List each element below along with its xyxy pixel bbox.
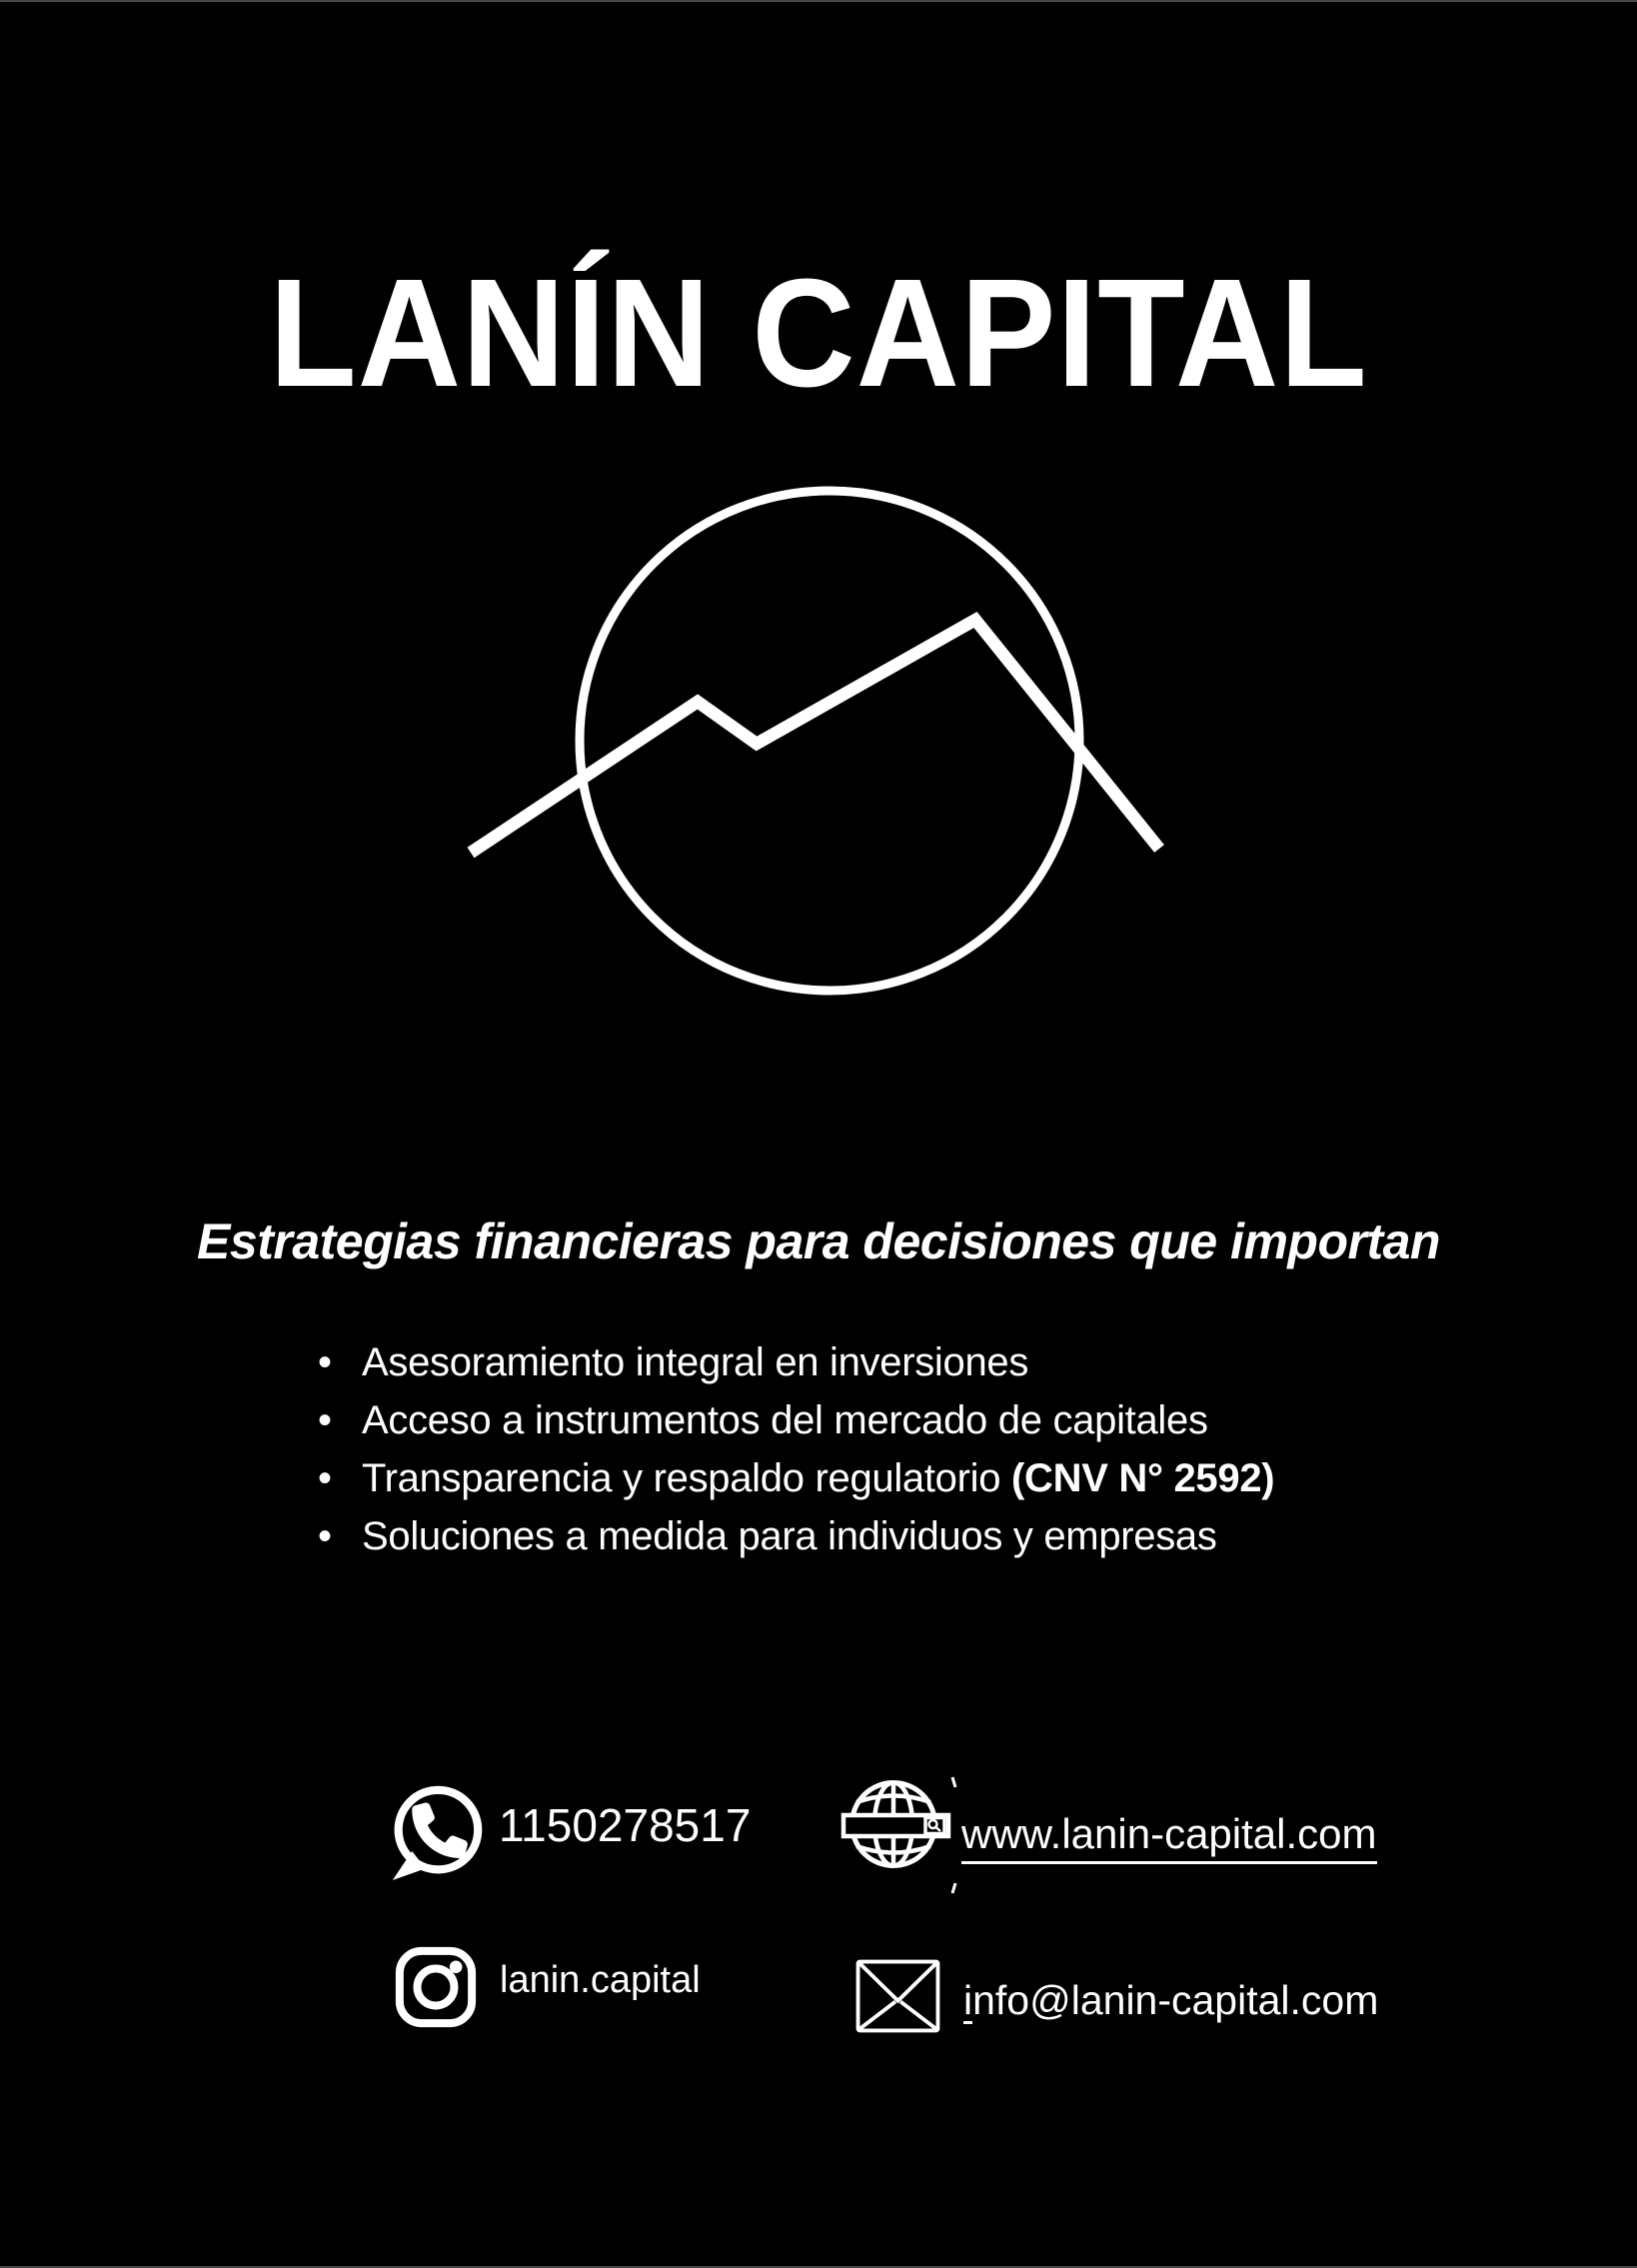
list-item-bold-text: (CNV N° 2592) xyxy=(1011,1456,1275,1500)
bullet-dot: • xyxy=(318,1514,332,1558)
whatsapp-bubble xyxy=(399,1790,479,1870)
list-item xyxy=(318,1333,1274,1391)
bullet-dot: • xyxy=(318,1398,332,1442)
list-item-text: Soluciones a medida para individuos y empresas xyxy=(362,1514,1217,1558)
instagram-lens xyxy=(418,1969,455,2006)
logo-circle xyxy=(580,491,1079,991)
list-item-text: Asesoramiento integral en inversiones xyxy=(362,1340,1029,1384)
email-address-initial: i xyxy=(963,1977,973,2023)
tick-mark-top xyxy=(952,1777,955,1787)
tick-mark-bottom xyxy=(952,1883,955,1893)
globe-search-icon xyxy=(839,1747,959,1897)
whatsapp-icon xyxy=(388,1784,485,1883)
website-link[interactable]: www.lanin-capital.com xyxy=(961,1811,1377,1864)
brand-title: LANÍN CAPITAL xyxy=(269,247,1368,419)
instagram-flash-dot xyxy=(450,1961,463,1974)
phone-number: 1150278517 xyxy=(499,1799,752,1851)
list-item-text: Transparencia y respaldo regulatorio xyxy=(362,1456,1011,1500)
instagram-handle: lanin.capital xyxy=(500,1959,701,2001)
bullet-dot: • xyxy=(318,1340,332,1384)
envelope-flap xyxy=(859,1963,936,2000)
envelope-fold-left xyxy=(859,2002,895,2029)
email-address xyxy=(963,1977,1378,2024)
phone-handset xyxy=(412,1802,468,1858)
bullet-dot: • xyxy=(318,1456,332,1500)
list-item xyxy=(318,1507,1274,1565)
instagram-frame xyxy=(400,1951,472,2023)
envelope-icon xyxy=(855,1959,940,2033)
list-item-text: Acceso a instrumentos del mercado de capitales xyxy=(362,1398,1208,1442)
mountain-trendline-circle-logo xyxy=(440,460,1199,1020)
list-item xyxy=(318,1449,1274,1507)
feature-list xyxy=(318,1333,1274,1565)
top-edge-hairline xyxy=(0,0,1637,2)
list-item xyxy=(318,1391,1274,1449)
logo-trend-line xyxy=(471,620,1159,853)
email-address-rest: nfo@lanin-capital.com xyxy=(972,1977,1379,2023)
instagram-icon xyxy=(394,1945,478,2029)
envelope-fold-right xyxy=(900,2002,936,2029)
tagline: Estrategias financieras para decisiones que importan xyxy=(197,1213,1440,1269)
